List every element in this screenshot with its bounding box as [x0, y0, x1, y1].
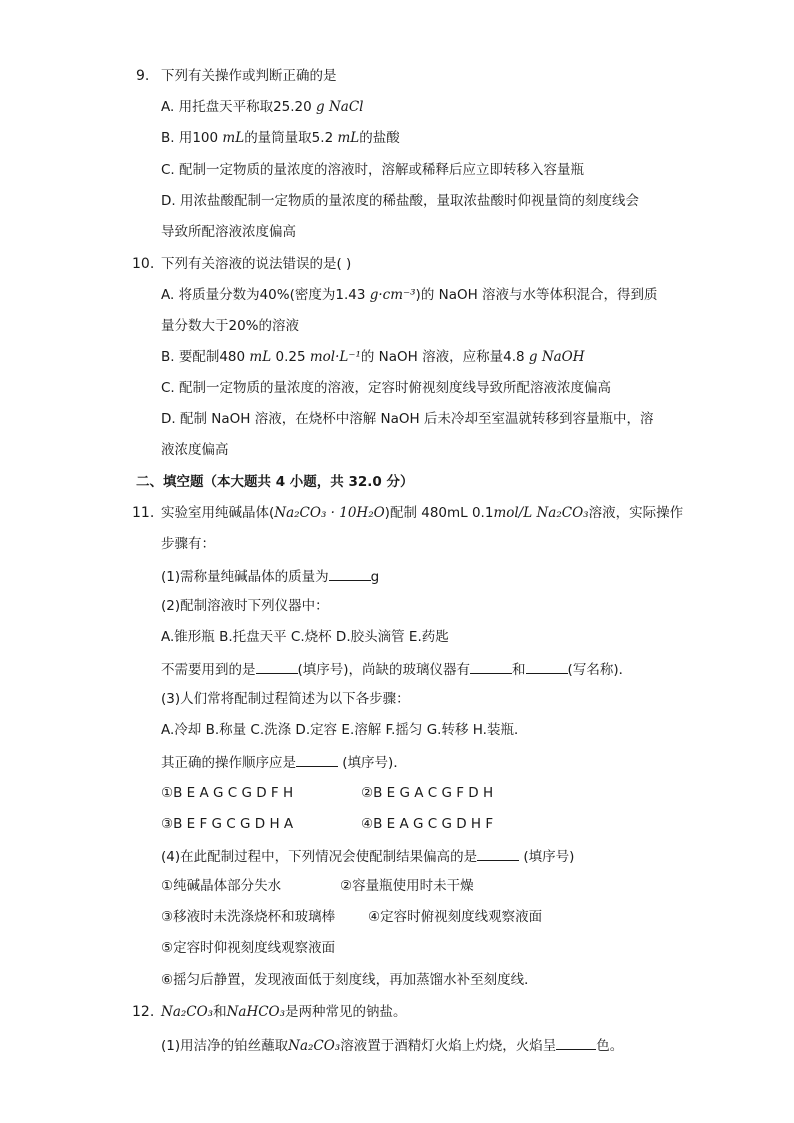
part-3-title: (3)人们常将配制过程简述为以下各步骤： — [161, 691, 410, 707]
option-text: B. 用100 — [161, 130, 223, 146]
stem-text: )配制 480mL 0.1 — [384, 505, 494, 521]
choice-3: ③B E F G C G D H A — [161, 816, 294, 832]
question-stem: 下列有关操作或判断正确的是 — [161, 68, 337, 84]
formula: Na₂CO₃ · 10H₂O — [274, 505, 385, 521]
formula: Na₂CO₃ — [161, 1004, 214, 1020]
question-stem — [161, 504, 683, 522]
option-d: D. 配制 NaOH 溶液，在烧杯中溶解 NaOH 后未冷却至室温就转移到容量瓶中，溶 — [161, 411, 654, 427]
stem-text: 和 — [213, 1004, 227, 1020]
part-2-question — [161, 659, 632, 679]
item-4: ④定容时俯视刻度线观察液面 — [368, 909, 543, 925]
question-number: 12. — [132, 1004, 155, 1020]
part-2-options: A.锥形瓶 B.托盘天平 C.烧杯 D.胶头滴管 E.药匙 — [161, 629, 449, 645]
part-text: 其正确的操作顺序应是 — [161, 755, 296, 771]
item-6: ⑥摇匀后静置，发现液面低于刻度线，再加蒸馏水补至刻度线． — [161, 972, 538, 988]
part-text: (1)用洁净的铂丝蘸取 — [161, 1038, 289, 1054]
part-text: (填序号)． — [338, 755, 407, 771]
part-1 — [161, 566, 379, 586]
option-text: 0.25 — [271, 349, 310, 365]
item-3: ③移液时未洗涤烧杯和玻璃棒 — [161, 909, 336, 925]
option-d-continued: 导致所配溶液浓度偏高 — [161, 224, 296, 240]
choice-2: ②B E G A C G F D H — [361, 785, 494, 801]
part-2-title: (2)配制溶液时下列仪器中： — [161, 598, 329, 614]
item-5: ⑤定容时仰视刻度线观察液面 — [161, 940, 336, 956]
part-4-question — [161, 846, 574, 866]
question-stem — [161, 1003, 407, 1021]
answer-blank[interactable] — [477, 846, 519, 861]
question-number: 11. — [132, 505, 155, 521]
answer-blank[interactable] — [329, 566, 371, 581]
answer-blank[interactable] — [556, 1035, 596, 1050]
question-stem: 下列有关溶液的说法错误的是( ) — [161, 256, 352, 272]
part-text: g — [370, 569, 380, 585]
part-3-question — [161, 752, 407, 772]
option-text: A. 用托盘天平称取25.20 — [161, 99, 317, 115]
part-text: 溶液置于酒精灯火焰上灼烧，火焰呈 — [340, 1038, 557, 1054]
part-text: (填序号)，尚缺的玻璃仪器有 — [297, 662, 471, 678]
unit: mL — [249, 349, 272, 365]
part-text: (填序号) — [519, 849, 575, 865]
option-d-continued: 液浓度偏高 — [161, 442, 229, 458]
part-text: (写名称)． — [567, 662, 633, 678]
item-2: ②容量瓶使用时未干燥 — [340, 878, 474, 894]
option-text: 的量筒量取5.2 — [244, 130, 338, 146]
option-d: D. 用浓盐酸配制一定物质的量浓度的稀盐酸，量取浓盐酸时仰视量筒的刻度线会 — [161, 193, 639, 209]
item-1: ①纯碱晶体部分失水 — [161, 878, 282, 894]
unit: g·cm⁻³ — [369, 287, 416, 303]
part-text: 色。 — [596, 1038, 624, 1054]
part-text: (1)需称量纯碱晶体的质量为 — [161, 569, 329, 585]
option-c: C. 配制一定物质的量浓度的溶液，定容时俯视刻度线导致所配溶液浓度偏高 — [161, 380, 612, 396]
part-text: (4)在此配制过程中，下列情况会使配制结果偏高的是 — [161, 849, 478, 865]
option-a — [161, 98, 363, 116]
option-c: C. 配制一定物质的量浓度的溶液时，溶解或稀释后应立即转移入容量瓶 — [161, 162, 585, 178]
part-text: 和 — [512, 662, 526, 678]
choice-4: ④B E A G C G D H F — [361, 816, 494, 832]
formula: g NaOH — [528, 349, 585, 365]
part-1 — [161, 1035, 623, 1055]
stem-text: 溶液，实际操作 — [588, 505, 684, 521]
answer-blank[interactable] — [526, 659, 568, 674]
formula: mol/L Na₂CO₃ — [493, 505, 589, 521]
question-number: 10. — [132, 256, 155, 272]
question-stem-continued: 步骤有： — [161, 536, 215, 552]
stem-text: 是两种常见的钠盐。 — [285, 1004, 407, 1020]
option-text: B. 要配制480 — [161, 349, 250, 365]
option-text: )的 NaOH 溶液与水等体积混合，得到质 — [415, 287, 658, 303]
option-b — [161, 129, 400, 147]
option-a — [161, 286, 658, 304]
option-text: 的 NaOH 溶液，应称量4.8 — [360, 349, 529, 365]
option-text: A. 将质量分数为40%(密度为1.43 — [161, 287, 370, 303]
option-text: 的盐酸 — [359, 130, 400, 146]
question-number: 9. — [136, 68, 150, 84]
option-a-continued: 量分数大于20%的溶液 — [161, 318, 300, 334]
unit: mol·L⁻¹ — [309, 349, 361, 365]
option-b — [161, 348, 585, 366]
part-text: 不需要用到的是 — [161, 662, 256, 678]
formula: NaHCO₃ — [226, 1004, 286, 1020]
unit: mL — [337, 130, 360, 146]
answer-blank[interactable] — [296, 752, 338, 767]
answer-blank[interactable] — [470, 659, 512, 674]
formula: Na₂CO₃ — [288, 1038, 341, 1054]
part-3-steps: A.冷却 B.称量 C.洗涤 D.定容 E.溶解 F.摇匀 G.转移 H.装瓶． — [161, 722, 528, 738]
section-heading: 二、填空题（本大题共 4 小题，共 32.0 分） — [136, 474, 414, 490]
stem-text: 实验室用纯碱晶体( — [161, 505, 275, 521]
choice-1: ①B E A G C G D F H — [161, 785, 294, 801]
formula: g NaCl — [316, 99, 364, 115]
unit: mL — [222, 130, 245, 146]
answer-blank[interactable] — [256, 659, 298, 674]
